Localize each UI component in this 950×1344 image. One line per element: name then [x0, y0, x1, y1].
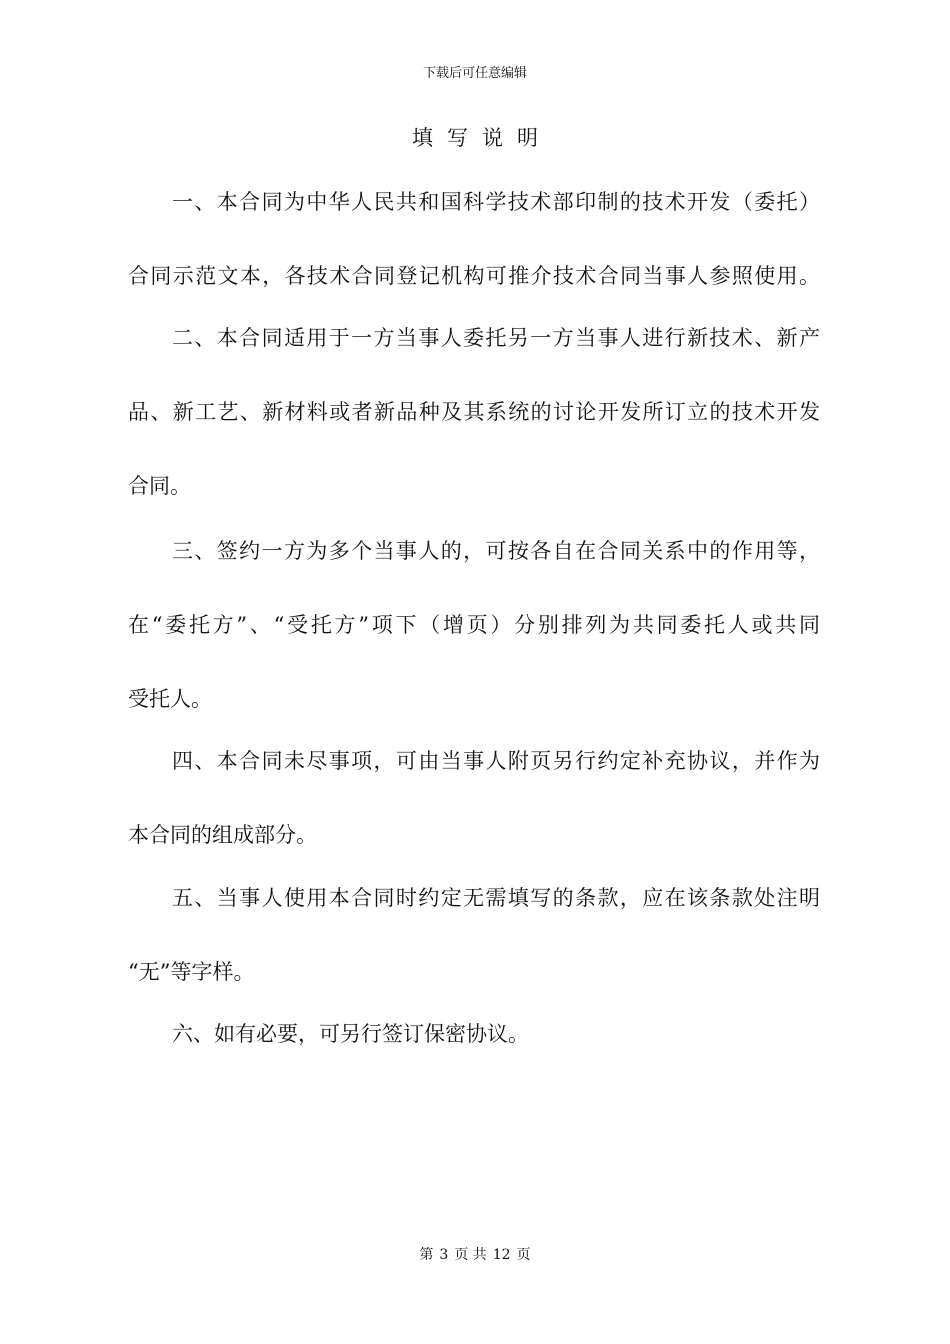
page-footer	[0, 1246, 950, 1264]
paragraph-1-line-2: 合同示范文本，各技术合同登记机构可推介技术合同当事人参照使用。	[128, 264, 820, 288]
paragraph-4-line-2: 本合同的组成部分。	[128, 823, 317, 847]
footer-prefix: 第	[419, 1247, 434, 1263]
footer-page-number: 3	[439, 1247, 449, 1263]
paragraph-2-line-1: 二、本合同适用于一方当事人委托另一方当事人进行新技术、新产	[172, 326, 820, 350]
paragraph-6-line-1: 六、如有必要，可另行签订保密协议。	[172, 1022, 529, 1046]
paragraph-3-line-1: 三、签约一方为多个当事人的，可按各自在合同关系中的作用等，	[172, 539, 820, 563]
paragraph-3-line-3: 受托人。	[128, 687, 212, 711]
footer-suffix: 页	[516, 1247, 531, 1263]
paragraph-1-line-1: 一、本合同为中华人民共和国科学技术部印制的技术开发（委托）	[172, 190, 820, 214]
page-header: 下载后可任意编辑	[422, 66, 527, 81]
footer-total-pages: 12	[492, 1247, 511, 1263]
paragraph-2-line-2: 品、新工艺、新材料或者新品种及其系统的讨论开发所订立的技术开发	[128, 400, 820, 424]
paragraph-5-line-2: “无”等字样。	[128, 960, 255, 984]
footer-middle: 页 共	[454, 1247, 487, 1263]
paragraph-4-line-1: 四、本合同未尽事项，可由当事人附页另行约定补充协议，并作为	[172, 749, 820, 773]
paragraph-2-line-3: 合同。	[128, 474, 191, 498]
document-title: 填写说明	[412, 126, 552, 150]
paragraph-5-line-1: 五、当事人使用本合同时约定无需填写的条款，应在该条款处注明	[172, 886, 820, 910]
paragraph-3-line-2: 在“委托方”、“受托方”项下（增页）分别排列为共同委托人或共同	[128, 613, 820, 637]
